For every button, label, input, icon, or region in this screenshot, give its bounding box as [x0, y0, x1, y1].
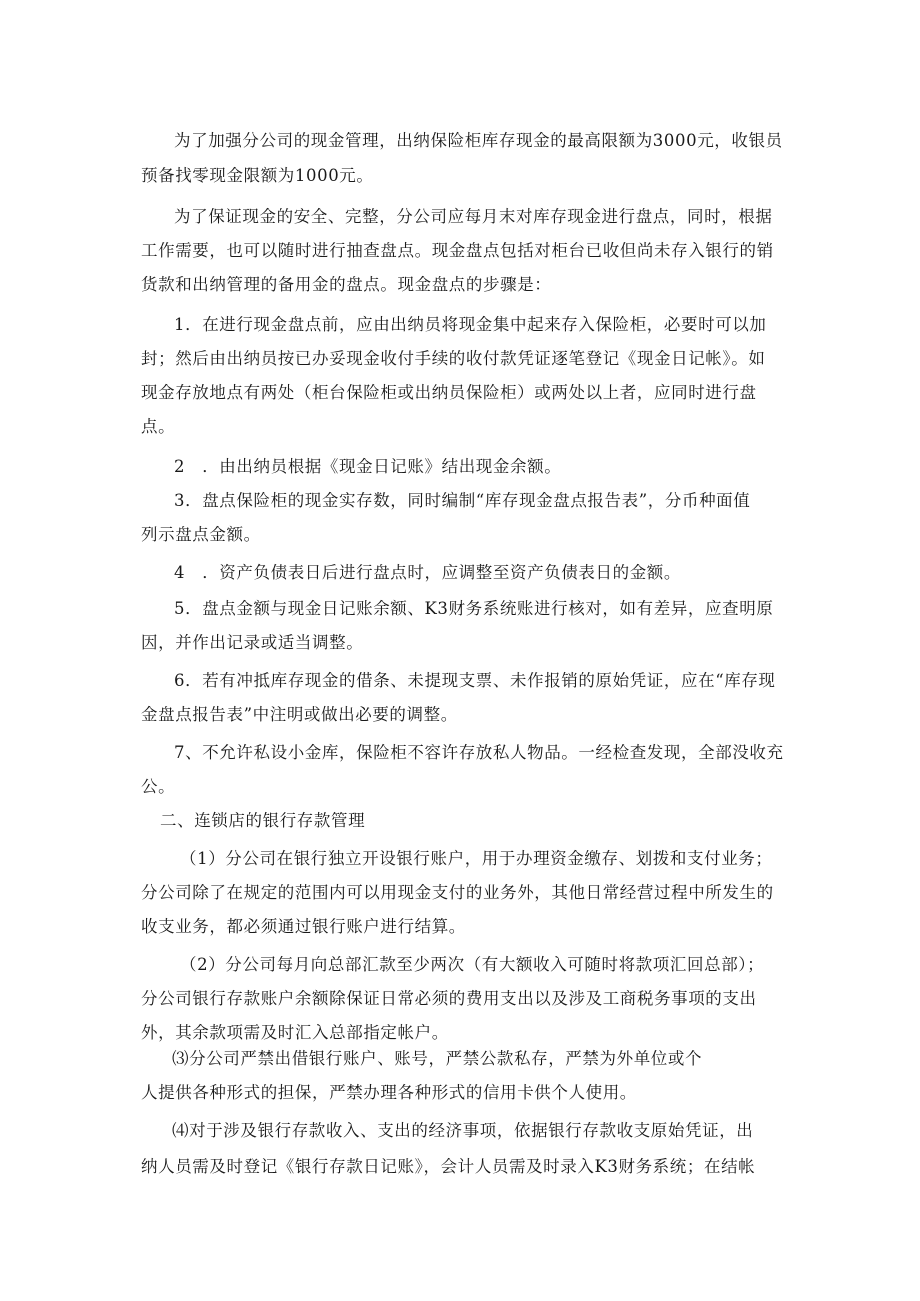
step1-line4: 点。: [141, 417, 176, 436]
step3-line1: 3．盘点保险柜的现金实存数，同时编制“库存现金盘点报告表”，分币种面值: [174, 491, 751, 510]
step1-line1: 1．在进行现金盘点前，应由出纳员将现金集中起来存入保险柜，必要时可以加: [174, 315, 767, 334]
item4-line1: ⑷对于涉及银行存款收入、支出的经济事项，依据银行存款收支原始凭证，出: [172, 1121, 754, 1140]
step1-line3: 现金存放地点有两处（柜台保险柜或出纳员保险柜）或两处以上者，应同时进行盘: [141, 383, 757, 402]
para2-line1: 为了保证现金的安全、完整，分公司应每月末对库存现金进行盘点，同时，根据: [174, 207, 773, 226]
step3-line2: 列示盘点金额。: [141, 525, 261, 544]
item1-line1: （1）分公司在银行独立开设银行账户，用于办理资金缴存、划拨和支付业务；: [180, 849, 773, 868]
para2-line2: 工作需要，也可以随时进行抽查盘点。现金盘点包括对柜台已收但尚未存入银行的销: [141, 241, 774, 260]
step4-line1: 4 ．资产负债表日后进行盘点时，应调整至资产负债表日的金额。: [174, 563, 681, 582]
item4-line2: 纳人员需及时登记《银行存款日记账》，会计人员需及时录入K3财务系统；在结帐: [141, 1157, 756, 1176]
item1-line3: 收支业务，都必须通过银行账户进行结算。: [141, 917, 466, 936]
item2-line2: 分公司银行存款账户余额除保证日常必须的费用支出以及涉及工商税务事项的支出: [141, 989, 757, 1008]
step7-line2: 公。: [141, 777, 176, 796]
step2-line1: 2 ．由出纳员根据《现金日记账》结出现金余额。: [174, 457, 562, 476]
step5-line2: 因，并作出记录或适当调整。: [141, 633, 364, 652]
item1-line2: 分公司除了在规定的范围内可以用现金支付的业务外，其他日常经营过程中所发生的: [141, 883, 774, 902]
item3-line2: 人提供各种形式的担保，严禁办理各种形式的信用卡供个人使用。: [141, 1083, 637, 1102]
item2-line1: （2）分公司每月向总部汇款至少两次（有大额收入可随时将款项汇回总部）；: [180, 955, 765, 974]
item3-line1: ⑶分公司严禁出借银行账户、账号，严禁公款私存，严禁为外单位或个: [172, 1049, 703, 1068]
step7-line1: 7、不允许私设小金库，保险柜不容许存放私人物品。一经检查发现，全部没收充: [174, 743, 784, 762]
step6-line2: 金盘点报告表”中注明或做出必要的调整。: [141, 705, 458, 724]
para1-line2: 预备找零现金限额为1000元。: [141, 166, 374, 185]
step5-line1: 5．盘点金额与现金日记账余额、K3财务系统账进行核对，如有差异，应查明原: [174, 599, 774, 618]
section-heading: 二、连锁店的银行存款管理: [160, 811, 366, 830]
para2-line3: 货款和出纳管理的备用金的盘点。现金盘点的步骤是：: [141, 275, 552, 294]
item2-line3: 外，其余款项需及时汇入总部指定帐户。: [141, 1023, 449, 1042]
step1-line2: 封；然后由出纳员按已办妥现金收付手续的收付款凭证逐笔登记《现金日记帐》。如: [141, 349, 766, 368]
para1-line1: 为了加强分公司的现金管理，出纳保险柜库存现金的最高限额为3000元，收银员: [174, 131, 783, 150]
step6-line1: 6．若有冲抵库存现金的借条、未提现支票、未作报销的原始凭证，应在“库存现: [174, 671, 776, 690]
